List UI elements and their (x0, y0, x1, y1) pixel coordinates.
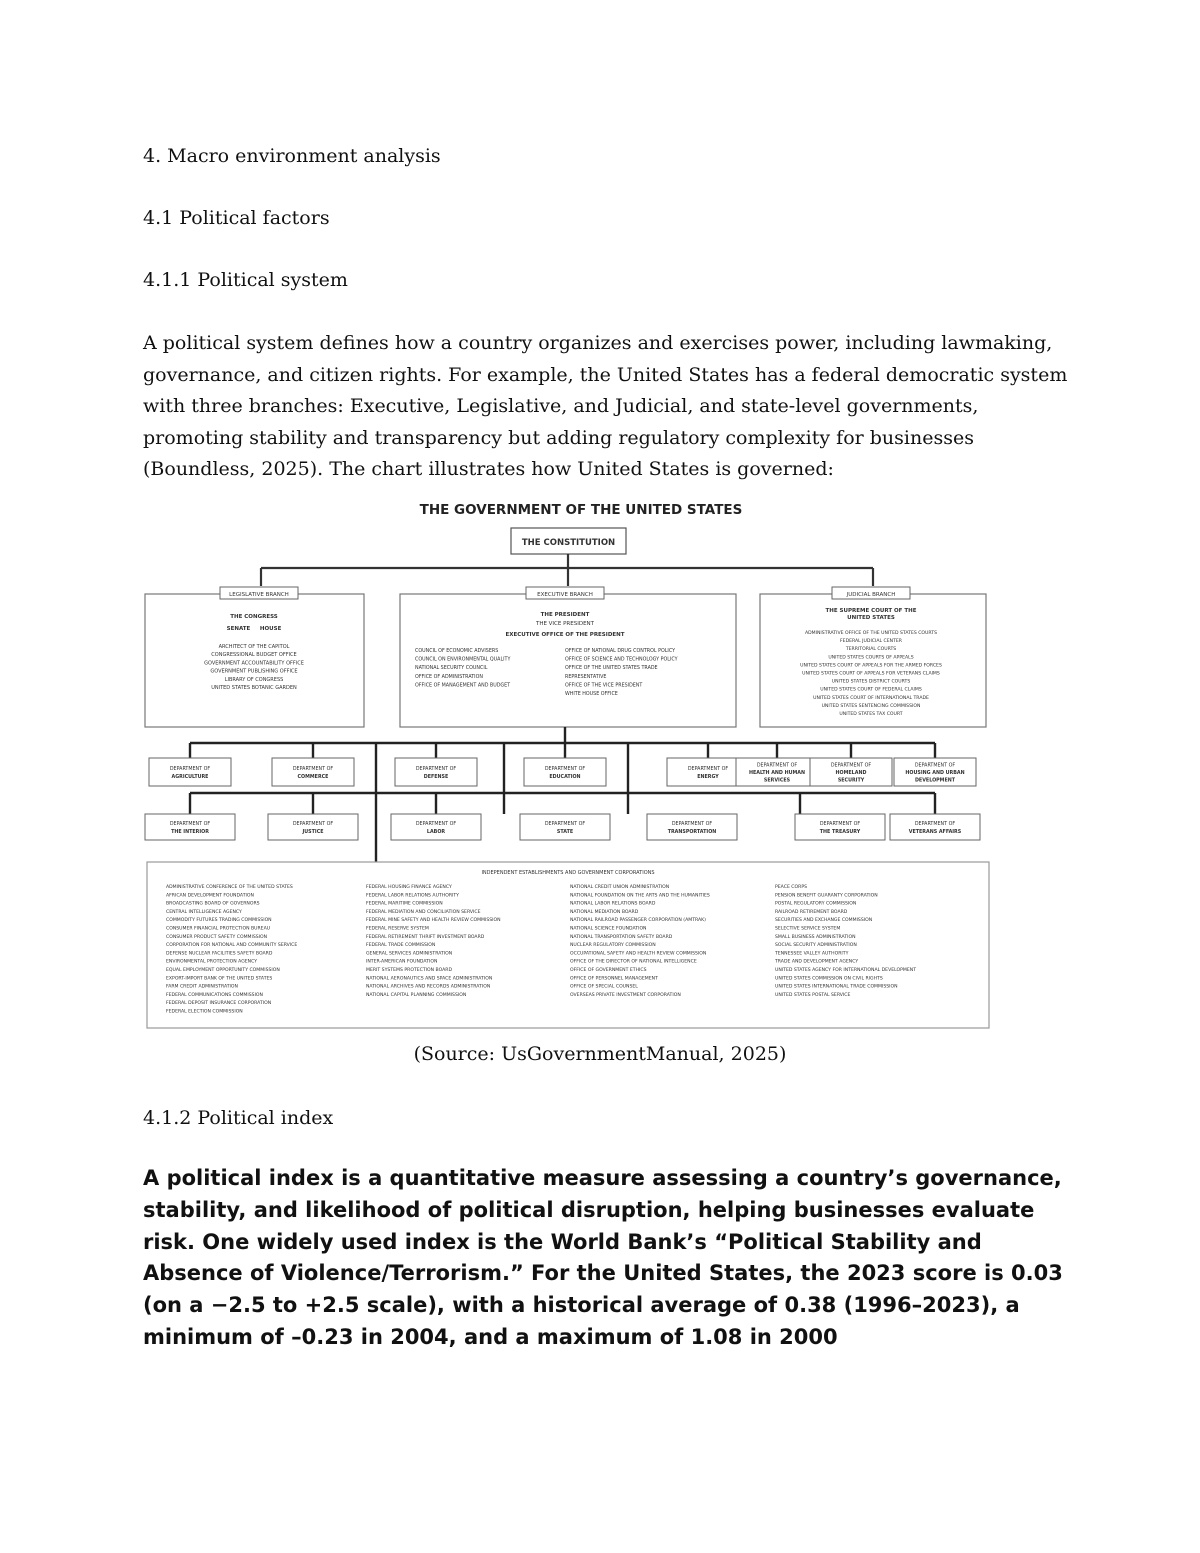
department-label: THE TREASURY (819, 829, 861, 835)
independent-agency-item: TRADE AND DEVELOPMENT AGENCY (775, 959, 859, 965)
department-label: DEPARTMENT OF (415, 822, 457, 828)
heading-political-factors: 4.1 Political factors (143, 207, 330, 229)
judicial-item: TERRITORIAL COURTS (845, 647, 897, 653)
independent-agency-item: PENSION BENEFIT GUARANTY CORPORATION (775, 893, 878, 899)
independent-agency-item: OFFICE OF THE DIRECTOR OF NATIONAL INTELLIGENCE (570, 959, 697, 965)
department-label: COMMERCE (297, 774, 329, 780)
independent-agency-item: OFFICE OF GOVERNMENT ETHICS (570, 968, 647, 973)
department-label: DEPARTMENT OF (671, 822, 713, 828)
executive-office-label: EXECUTIVE OFFICE OF THE PRESIDENT (505, 632, 625, 638)
department-label: THE INTERIOR (171, 829, 209, 835)
heading-political-system: 4.1.1 Political system (143, 269, 348, 291)
department-label: DEPARTMENT OF (169, 822, 211, 828)
independent-agency-item: FEDERAL MEDIATION AND CONCILIATION SERVICE (366, 909, 481, 915)
independent-establishments-title: INDEPENDENT ESTABLISHMENTS AND GOVERNMENT CORPORATIONS (481, 870, 655, 876)
department-label: DEVELOPMENT (914, 778, 956, 784)
executive-branch-label: EXECUTIVE BRANCH (537, 592, 593, 598)
constitution-box: THE CONSTITUTION (521, 538, 616, 548)
judicial-branch-label: JUDICIAL BRANCH (846, 592, 896, 598)
independent-agency-item: NATIONAL TRANSPORTATION SAFETY BOARD (570, 934, 673, 940)
judicial-item: UNITED STATES TAX COURT (839, 712, 903, 717)
independent-agency-item: UNITED STATES COMMISSION ON CIVIL RIGHTS (775, 976, 883, 982)
independent-agency-item: TENNESSEE VALLEY AUTHORITY (775, 951, 849, 957)
independent-agency-item: COMMODITY FUTURES TRADING COMMISSION (166, 918, 272, 924)
independent-agency-item: CORPORATION FOR NATIONAL AND COMMUNITY SERVICE (166, 943, 298, 949)
independent-agency-item: RAILROAD RETIREMENT BOARD (775, 909, 848, 915)
independent-agency-item: AFRICAN DEVELOPMENT FOUNDATION (166, 893, 254, 899)
department-label: LABOR (426, 829, 446, 835)
judicial-item: UNITED STATES COURTS OF APPEALS (828, 655, 914, 661)
department-label: DEPARTMENT OF (819, 822, 861, 828)
executive-office-item: COUNCIL ON ENVIRONMENTAL QUALITY (415, 657, 511, 663)
senate-house-label: SENATE HOUSE (226, 626, 282, 632)
independent-agency-item: NATIONAL RAILROAD PASSENGER CORPORATION (AMTRAK) (570, 918, 706, 924)
executive-office-item: OFFICE OF SCIENCE AND TECHNOLOGY POLICY (565, 657, 678, 663)
department-label: SERVICES (763, 778, 791, 784)
independent-agency-item: UNITED STATES POSTAL SERVICE (775, 992, 851, 998)
independent-agency-item: NATIONAL SCIENCE FOUNDATION (570, 926, 647, 932)
department-label: DEFENSE (423, 774, 449, 780)
independent-agency-item: FEDERAL RETIREMENT THRIFT INVESTMENT BOARD (366, 934, 485, 940)
executive-office-item: WHITE HOUSE OFFICE (565, 692, 618, 697)
judicial-item: UNITED STATES COURT OF FEDERAL CLAIMS (820, 687, 922, 693)
executive-office-item: OFFICE OF NATIONAL DRUG CONTROL POLICY (565, 649, 676, 654)
department-label: DEPARTMENT OF (687, 767, 729, 773)
independent-agency-item: FEDERAL TRADE COMMISSION (366, 943, 436, 949)
department-label: VETERANS AFFAIRS (908, 829, 962, 835)
independent-agency-item: FEDERAL MINE SAFETY AND HEALTH REVIEW COMMISSION (366, 918, 501, 924)
independent-agency-item: NUCLEAR REGULATORY COMMISSION (570, 943, 656, 949)
independent-agency-item: FEDERAL DEPOSIT INSURANCE CORPORATION (166, 1001, 272, 1007)
department-label: DEPARTMENT OF (756, 763, 798, 769)
judicial-item: UNITED STATES DISTRICT COURTS (831, 679, 911, 685)
independent-agency-item: SECURITIES AND EXCHANGE COMMISSION (775, 918, 873, 924)
department-label: DEPARTMENT OF (914, 822, 956, 828)
independent-agency-item: FARM CREDIT ADMINISTRATION (166, 984, 238, 990)
independent-agency-item: NATIONAL ARCHIVES AND RECORDS ADMINISTRATION (366, 984, 491, 990)
executive-office-item: OFFICE OF THE VICE PRESIDENT (565, 683, 643, 689)
legislative-item: GOVERNMENT ACCOUNTABILITY OFFICE (204, 660, 304, 667)
department-label: DEPARTMENT OF (292, 767, 334, 773)
independent-agency-item: DEFENSE NUCLEAR FACILITIES SAFETY BOARD (166, 951, 273, 957)
department-label: DEPARTMENT OF (292, 822, 334, 828)
figure-caption: (Source: UsGovernmentManual, 2025) (413, 1043, 787, 1065)
heading-macro-environment: 4. Macro environment analysis (143, 145, 441, 167)
department-label: SECURITY (837, 778, 865, 784)
independent-agency-item: FEDERAL HOUSING FINANCE AGENCY (366, 885, 452, 890)
department-label: AGRICULTURE (171, 774, 209, 780)
independent-agency-item: CENTRAL INTELLIGENCE AGENCY (166, 909, 242, 915)
executive-office-item: NATIONAL SECURITY COUNCIL (415, 666, 488, 672)
independent-agency-item: PEACE CORPS (775, 885, 808, 890)
independent-agency-item: EXPORT-IMPORT BANK OF THE UNITED STATES (166, 976, 273, 982)
supreme-court-label: THE SUPREME COURT OF THE (825, 608, 917, 614)
department-label: DEPARTMENT OF (544, 767, 586, 773)
independent-agency-item: NATIONAL MEDIATION BOARD (570, 909, 639, 915)
department-label: DEPARTMENT OF (544, 822, 586, 828)
independent-agency-item: INTER-AMERICAN FOUNDATION (366, 959, 438, 965)
executive-office-item: COUNCIL OF ECONOMIC ADVISERS (415, 649, 499, 654)
independent-agency-item: NATIONAL LABOR RELATIONS BOARD (570, 901, 656, 907)
independent-agency-item: CONSUMER PRODUCT SAFETY COMMISSION (166, 934, 268, 940)
chart-title: THE GOVERNMENT OF THE UNITED STATES (419, 502, 743, 518)
department-label: ENERGY (697, 774, 719, 780)
independent-agency-item: UNITED STATES AGENCY FOR INTERNATIONAL DEVELOPMENT (775, 968, 917, 973)
executive-office-item: REPRESENTATIVE (565, 674, 607, 680)
judicial-item: UNITED STATES SENTENCING COMMISSION (821, 703, 921, 709)
department-label: DEPARTMENT OF (169, 767, 211, 773)
legislative-item: CONGRESSIONAL BUDGET OFFICE (211, 652, 297, 659)
department-label: DEPARTMENT OF (415, 767, 457, 773)
supreme-court-label-line2: UNITED STATES (847, 615, 895, 621)
independent-agency-item: ENVIRONMENTAL PROTECTION AGENCY (166, 959, 258, 965)
independent-agency-item: SELECTIVE SERVICE SYSTEM (775, 926, 841, 932)
department-label: HEALTH AND HUMAN (748, 771, 806, 776)
congress-label: THE CONGRESS (230, 614, 278, 620)
independent-agency-item: SMALL BUSINESS ADMINISTRATION (775, 934, 856, 940)
president-label: THE PRESIDENT (540, 612, 590, 618)
paragraph-political-system: A political system defines how a country organizes and exercises power, including lawmaking, governance, and citizen rights. For example, the United States has a federal democratic system with three branches: Executive, Legislative, and Judicial, and state-level governments, promoting stability and transparency but adding regulatory complexity for businesses (Boundless, 2025). The chart illustrates how United States is governed: (143, 332, 1068, 480)
heading-political-index: 4.1.2 Political index (143, 1107, 334, 1129)
government-org-chart (140, 496, 1000, 1036)
independent-agency-item: FEDERAL RESERVE SYSTEM (366, 926, 429, 932)
independent-agency-item: NATIONAL CAPITAL PLANNING COMMISSION (366, 992, 467, 998)
independent-agency-item: CONSUMER FINANCIAL PROTECTION BUREAU (166, 926, 271, 932)
independent-agency-item: FEDERAL ELECTION COMMISSION (166, 1009, 243, 1015)
legislative-branch-label: LEGISLATIVE BRANCH (229, 592, 289, 598)
judicial-item: FEDERAL JUDICIAL CENTER (840, 639, 902, 645)
legislative-item: UNITED STATES BOTANIC GARDEN (211, 685, 297, 691)
independent-agency-item: GENERAL SERVICES ADMINISTRATION (366, 951, 453, 957)
independent-agency-item: FEDERAL LABOR RELATIONS AUTHORITY (366, 893, 459, 899)
executive-office-item: OFFICE OF ADMINISTRATION (415, 674, 483, 680)
independent-agency-item: POSTAL REGULATORY COMMISSION (775, 901, 857, 907)
independent-agency-item: NATIONAL FOUNDATION ON THE ARTS AND THE HUMANITIES (570, 893, 710, 899)
independent-agency-item: UNITED STATES INTERNATIONAL TRADE COMMISSION (775, 984, 898, 990)
judicial-item: ADMINISTRATIVE OFFICE OF THE UNITED STATES COURTS (805, 631, 937, 636)
judicial-item: UNITED STATES COURT OF APPEALS FOR THE ARMED FORCES (800, 663, 942, 669)
independent-agency-item: OCCUPATIONAL SAFETY AND HEALTH REVIEW COMMISSION (570, 951, 707, 957)
department-label: DEPARTMENT OF (914, 763, 956, 769)
independent-agency-item: ADMINISTRATIVE CONFERENCE OF THE UNITED STATES (166, 885, 293, 890)
independent-agency-item: FEDERAL MARITIME COMMISSION (366, 901, 443, 907)
legislative-item: ARCHITECT OF THE CAPITOL (218, 644, 290, 650)
department-label: HOUSING AND URBAN (905, 771, 965, 776)
executive-office-item: OFFICE OF MANAGEMENT AND BUDGET (415, 683, 511, 689)
independent-agency-item: FEDERAL COMMUNICATIONS COMMISSION (166, 992, 263, 998)
independent-agency-item: MERIT SYSTEMS PROTECTION BOARD (366, 968, 453, 973)
judicial-item: UNITED STATES COURT OF INTERNATIONAL TRADE (813, 695, 929, 701)
department-label: HOMELAND (835, 771, 867, 776)
legislative-item: LIBRARY OF CONGRESS (224, 676, 284, 683)
independent-agency-item: NATIONAL AERONAUTICS AND SPACE ADMINISTRATION (366, 976, 493, 982)
independent-agency-item: OFFICE OF SPECIAL COUNSEL (570, 984, 638, 990)
department-label: EDUCATION (549, 774, 581, 780)
judicial-item: UNITED STATES COURT OF APPEALS FOR VETERANS CLAIMS (802, 671, 940, 677)
department-label: JUSTICE (302, 829, 324, 835)
legislative-item: GOVERNMENT PUBLISHING OFFICE (210, 668, 298, 675)
independent-agency-item: BROADCASTING BOARD OF GOVERNORS (166, 901, 260, 907)
independent-agency-item: OVERSEAS PRIVATE INVESTMENT CORPORATION (570, 992, 681, 998)
independent-agency-item: OFFICE OF PERSONNEL MANAGEMENT (570, 976, 658, 982)
paragraph-political-index: A political index is a quantitative measure assessing a country’s governance, stability, and likelihood of political disruption, helping businesses evaluate risk. One widely used index is the World Bank’s “Political Stability and Absence of Violence/Terrorism.” For the United States, the 2023 score is 0.03 (on a −2.5 to +2.5 scale), with a historical average of 0.38 (1996–2023), a minimum of –0.23 in 2004, and a maximum of 1.08 in 2000 (143, 1166, 1063, 1349)
independent-agency-item: NATIONAL CREDIT UNION ADMINISTRATION (570, 885, 670, 890)
department-label: DEPARTMENT OF (830, 763, 872, 769)
vice-president-label: THE VICE PRESIDENT (535, 621, 595, 627)
independent-agency-item: SOCIAL SECURITY ADMINISTRATION (775, 943, 857, 949)
executive-office-item: OFFICE OF THE UNITED STATES TRADE (565, 666, 658, 672)
independent-agency-item: EQUAL EMPLOYMENT OPPORTUNITY COMMISSION (166, 968, 280, 973)
department-label: STATE (556, 829, 574, 835)
department-label: TRANSPORTATION (667, 829, 717, 835)
